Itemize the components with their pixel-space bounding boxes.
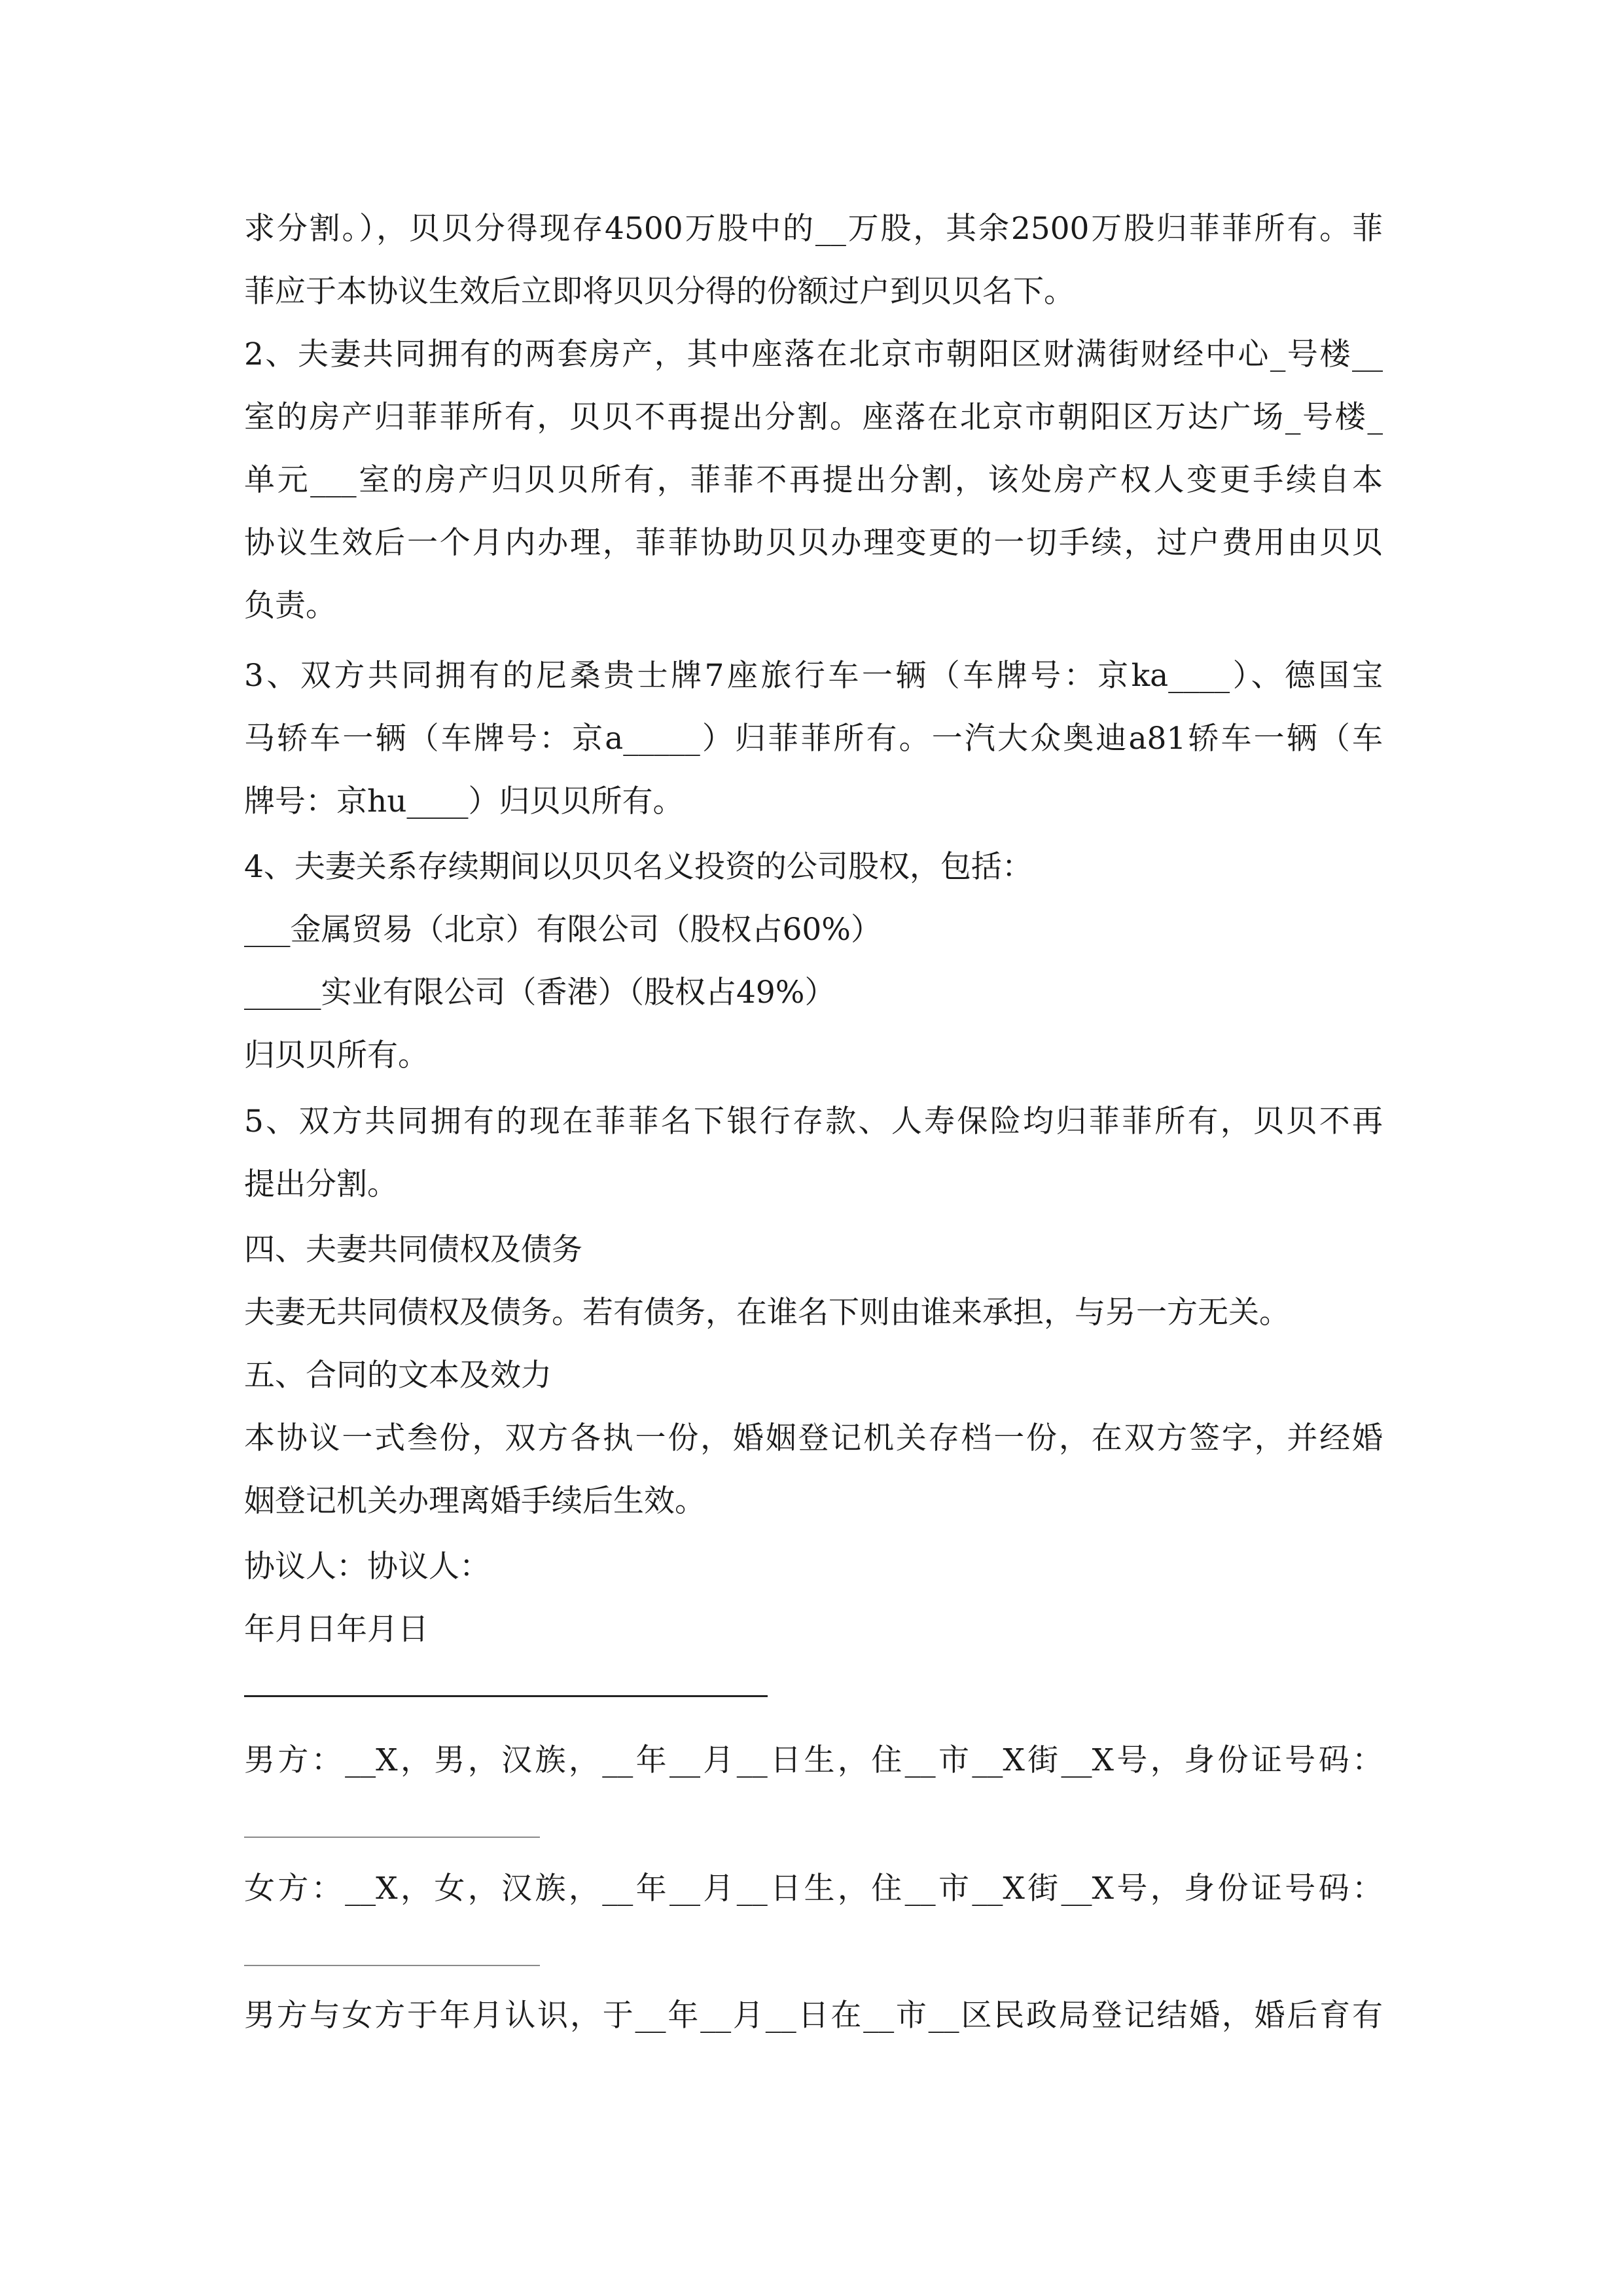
text-line: 4、夫妻关系存续期间以贝贝名义投资的公司股权，包括： bbox=[244, 849, 1033, 885]
text-line: ___金属贸易（北京）有限公司（股权占60%） bbox=[244, 912, 882, 948]
text-line: 负责。 bbox=[244, 588, 336, 624]
text-line: 求分割。），贝贝分得现存4500万股中的__万股，其余2500万股归菲菲所有。菲 bbox=[244, 211, 1383, 247]
section-heading: 四、夫妻共同债权及债务 bbox=[244, 1232, 582, 1268]
section-heading: 五、合同的文本及效力 bbox=[244, 1357, 552, 1393]
text-line: 本协议一式叁份，双方各执一份，婚姻登记机关存档一份，在双方签字，并经婚 bbox=[244, 1420, 1383, 1456]
id-blank-underline bbox=[244, 1837, 540, 1838]
text-line: 协议生效后一个月内办理，菲菲协助贝贝办理变更的一切手续，过户费用由贝贝 bbox=[244, 525, 1383, 561]
separator-line bbox=[244, 1695, 768, 1697]
text-line: 5、双方共同拥有的现在菲菲名下银行存款、人寿保险均归菲菲所有，贝贝不再 bbox=[244, 1103, 1383, 1139]
text-line: 单元___室的房产归贝贝所有，菲菲不再提出分割，该处房产权人变更手续自本 bbox=[244, 462, 1383, 498]
text-line: 2、夫妻共同拥有的两套房产，其中座落在北京市朝阳区财满街财经中心_号楼__ bbox=[244, 336, 1383, 372]
text-line: 牌号：京hu____）归贝贝所有。 bbox=[244, 783, 684, 819]
id-blank-underline bbox=[244, 1965, 540, 1966]
text-line: _____实业有限公司（香港）（股权占49%） bbox=[244, 975, 836, 1011]
date-line: 年月日年月日 bbox=[244, 1611, 429, 1647]
male-party-line: 男方：__X，男，汉族，__年__月__日生，住__市__X街__X号，身份证号码： bbox=[244, 1742, 1383, 1778]
text-line: 提出分割。 bbox=[244, 1166, 398, 1202]
text-line: 归贝贝所有。 bbox=[244, 1037, 429, 1073]
text-line: 马轿车一辆（车牌号：京a_____）归菲菲所有。一汽大众奥迪a81轿车一辆（车 bbox=[244, 721, 1383, 757]
text-line: 3、双方共同拥有的尼桑贵士牌7座旅行车一辆（车牌号：京ka____）、德国宝 bbox=[244, 658, 1383, 694]
text-line: 室的房产归菲菲所有，贝贝不再提出分割。座落在北京市朝阳区万达广场_号楼_ bbox=[244, 399, 1383, 435]
text-line: 姻登记机关办理离婚手续后生效。 bbox=[244, 1483, 705, 1519]
text-line: 夫妻无共同债权及债务。若有债务，在谁名下则由谁来承担，与另一方无关。 bbox=[244, 1295, 1290, 1331]
signature-line: 协议人：协议人： bbox=[244, 1549, 490, 1585]
female-party-line: 女方：__X，女，汉族，__年__月__日生，住__市__X街__X号，身份证号码： bbox=[244, 1871, 1383, 1907]
text-line: 菲应于本协议生效后立即将贝贝分得的份额过户到贝贝名下。 bbox=[244, 274, 1075, 310]
text-line: 男方与女方于年月认识，于__年__月__日在__市__区民政局登记结婚，婚后育有 bbox=[244, 1998, 1383, 2034]
